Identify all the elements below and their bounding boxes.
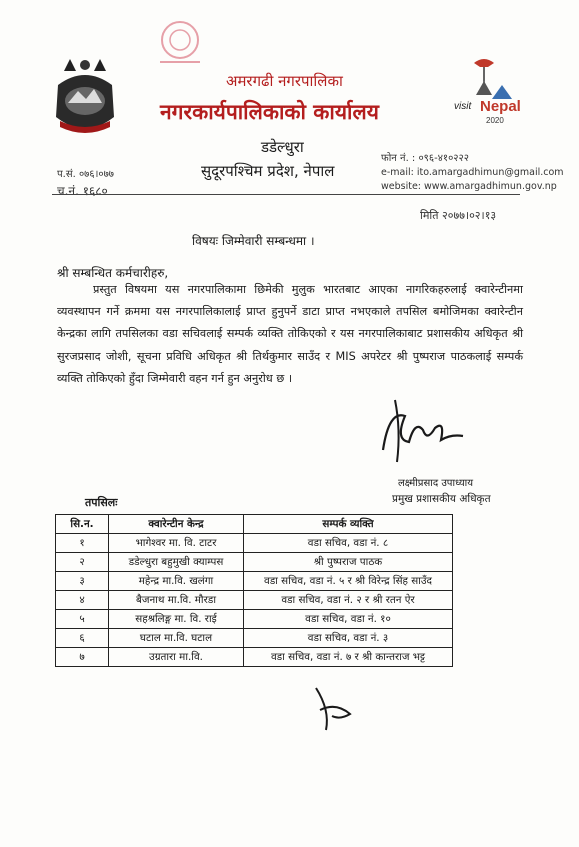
official-stamp-icon xyxy=(150,18,210,68)
table-header-row xyxy=(56,515,453,534)
table-row xyxy=(56,629,453,648)
table-row xyxy=(56,648,453,667)
header-divider xyxy=(52,194,520,195)
reference-number: प.सं. ०७६।०७७ xyxy=(57,169,114,180)
province-name: सुदूरपश्चिम प्रदेश, नेपाल xyxy=(201,162,335,180)
district-name: डडेल्धुरा xyxy=(261,138,304,156)
cell-contact: वडा सचिव, वडा नं. ८ xyxy=(244,534,453,553)
cell-serial: ३ xyxy=(56,572,109,591)
initials-signature-icon xyxy=(310,680,360,735)
cell-serial: १ xyxy=(56,534,109,553)
letter-body-text: प्रस्तुत विषयमा यस नगरपालिकामा छिमेकी मुलुक भारतबाट आएका नागरिकहरुलाई क्वारेन्टीनमा व्यवस्थापन गर्ने क्रममा यस नगरपालिकालाई प्राप्त हुनुपर्ने डाटा प्राप्त नभएकाले तपसिल बमोजिमका क्वारेन्टीन केन्द्रका लागि तपसिलका वडा सचिवलाई सम्पर्क व्यक्ति तोकिएको र यस नगरपालिकाबाट प्रशासकीय अधिकृत श्री सुरजप्रसाद जोशी, सूचना प्रविधि अधिकृत श्री तिर्थकुमार साउँद र MIS अपरेटर श्री पुष्पराज पाठकलाई सम्पर्क व्यक्ति तोकिएको हुँदा जिम्मेवारी वहन गर्न हुन अनुरोध छ । xyxy=(57,283,523,385)
cell-contact: वडा सचिव, वडा नं. १० xyxy=(244,610,453,629)
office-name: नगरकार्यपालिकाको कार्यालय xyxy=(160,100,379,124)
table-caption: तपसिलः xyxy=(85,496,118,509)
header-contact-person: सम्पर्क व्यक्ति xyxy=(244,515,453,534)
header-serial: सि.न. xyxy=(56,515,109,534)
table-row xyxy=(56,610,453,629)
nepal-emblem-icon xyxy=(50,55,120,145)
cell-center: भागेश्वर मा. वि. टाटर xyxy=(109,534,244,553)
cell-serial: ७ xyxy=(56,648,109,667)
svg-text:2020: 2020 xyxy=(486,116,504,125)
cell-contact: वडा सचिव, वडा नं. ५ र श्री विरेन्द्र सिंह साउँद xyxy=(244,572,453,591)
cell-serial: २ xyxy=(56,553,109,572)
visit-nepal-logo-icon xyxy=(452,55,532,130)
cell-serial: ६ xyxy=(56,629,109,648)
dispatch-number: च.नं. १६८० xyxy=(57,184,108,198)
cell-center: घटाल मा.वि. घटाल xyxy=(109,629,244,648)
cell-contact: वडा सचिव, वडा नं. ७ र श्री कान्तराज भट्ट xyxy=(244,648,453,667)
header-quarantine-center: क्वारेन्टीन केन्द्र xyxy=(109,515,244,534)
website-address: website: www.amargadhimun.gov.np xyxy=(381,181,557,192)
cell-contact: वडा सचिव, वडा नं. २ र श्री रतन ऐर xyxy=(244,591,453,610)
cell-serial: ४ xyxy=(56,591,109,610)
municipality-name: अमरगढी नगरपालिका xyxy=(226,72,343,90)
cell-center: बैजनाथ मा.वि. मौरडा xyxy=(109,591,244,610)
letter-date: मिति २०७७।०२।१३ xyxy=(420,209,497,222)
letter-body xyxy=(57,279,523,390)
phone-number: फोन नं. : ०९६-४१०२२२ xyxy=(381,153,469,164)
table-row xyxy=(56,534,453,553)
signature-icon xyxy=(375,390,470,470)
letter-subject: विषयः जिम्मेवारी सम्बन्धमा । xyxy=(192,234,315,248)
signatory-name: लक्ष्मीप्रसाद उपाध्याय xyxy=(398,478,474,489)
cell-center: महेन्द्र मा.वि. खलंगा xyxy=(109,572,244,591)
letter-salutation: श्री सम्बन्धित कर्मचारीहरु, xyxy=(57,266,169,280)
signatory-title: प्रमुख प्रशासकीय अधिकृत xyxy=(392,493,491,505)
svg-text:visit: visit xyxy=(454,101,472,112)
table-row xyxy=(56,553,453,572)
cell-contact: श्री पुष्पराज पाठक xyxy=(244,553,453,572)
svg-text:Nepal: Nepal xyxy=(480,98,521,115)
table-row xyxy=(56,591,453,610)
cell-center: सहश्रलिङ्ग मा. वि. राई xyxy=(109,610,244,629)
quarantine-table xyxy=(55,514,453,667)
cell-serial: ५ xyxy=(56,610,109,629)
cell-center: उग्रतारा मा.वि. xyxy=(109,648,244,667)
table-row xyxy=(56,572,453,591)
cell-center: डडेल्धुरा बहुमुखी क्याम्पस xyxy=(109,553,244,572)
cell-contact: वडा सचिव, वडा नं. ३ xyxy=(244,629,453,648)
email-address: e-mail: ito.amargadhimun@gmail.com xyxy=(381,167,564,178)
